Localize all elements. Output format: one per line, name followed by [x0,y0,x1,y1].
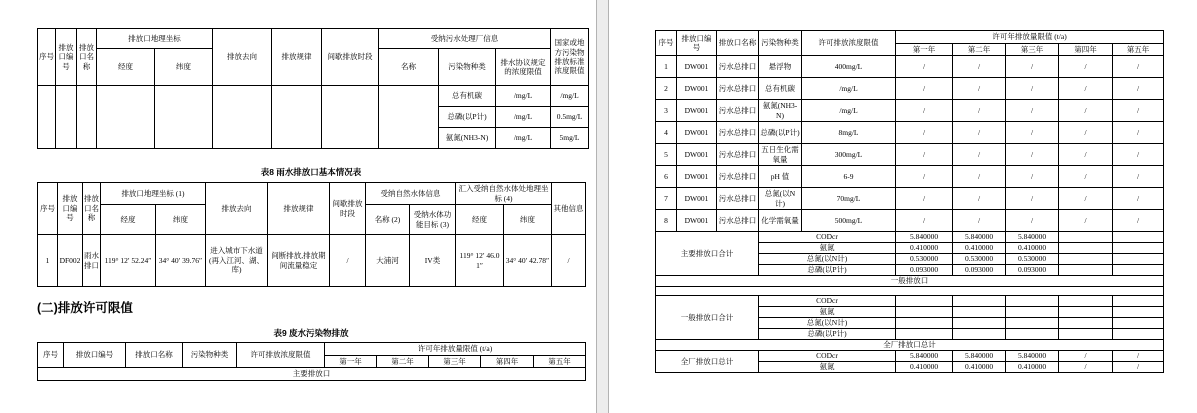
cell-pollutant: 五日生化需氧量 [759,144,802,166]
permit-data-row [656,210,1164,232]
cell-pollutant: 总磷(以P计) [439,107,496,128]
header-water-name: 名称 (2) [366,205,410,235]
main-total-pollutant: 总磷(以P计) [759,265,896,276]
cell-pollutant: 氨氮(NH3-N) [439,128,496,149]
main-total-year-5-value [1113,243,1164,254]
header-year-5: 第五年 [534,356,586,368]
cell-direction: 进入城市下水道(再入江河、湖、库) [206,235,268,287]
cell-empty-latitude [155,86,213,149]
cell-seq: 8 [656,210,677,232]
general-total-year-2-value [953,307,1006,318]
cell-outlet-no: DW001 [677,188,717,210]
cell-year-5-value: / [1113,78,1164,100]
header-outlet-name: 排放口名称 [77,29,97,86]
general-total-row [656,296,1164,307]
cell-year-4-value: / [1059,100,1113,122]
cell-conc-limit: 8mg/L [802,122,896,144]
header-water-body-info: 受纳自然水体信息 [366,183,456,205]
cell-year-2-value: / [953,78,1006,100]
main-outlet-divider: 主要排放口 [38,368,586,381]
header-water-target: 受纳水体功能目标 (3) [410,205,456,235]
cell-join-latitude: 34° 40′ 42.78″ [504,235,552,287]
table-wastewater-limits-start [37,342,586,381]
cell-year-1-value: / [896,166,953,188]
main-total-year-2-value: 5.840000 [953,232,1006,243]
header-pollutant-type: 污染物种类 [439,49,496,86]
general-total-year-4-value [1059,296,1113,307]
cell-standard-limit: 5mg/L [551,128,589,149]
cell-year-4-value: / [1059,188,1113,210]
permit-data-row [656,100,1164,122]
cell-outlet-name: 污水总排口 [717,122,759,144]
general-total-pollutant: 总磷(以P计) [759,329,896,340]
cell-year-3-value: / [1006,122,1059,144]
header-latitude: 纬度 [155,49,213,86]
page-right [609,0,1197,413]
cell-year-5-value: / [1113,188,1164,210]
cell-pollutant: pH 值 [759,166,802,188]
cell-intermittent: / [330,235,366,287]
cell-year-5-value: / [1113,56,1164,78]
general-total-year-4-value [1059,307,1113,318]
cell-other-info: / [552,235,586,287]
main-total-row [656,232,1164,243]
header-join-latitude: 纬度 [504,205,552,235]
header-pattern: 排放规律 [268,183,330,235]
header-year-3: 第三年 [429,356,481,368]
cell-seq: 1 [38,235,58,287]
cell-outlet-name: 污水总排口 [717,56,759,78]
main-total-year-4-value [1059,254,1113,265]
cell-year-5-value: / [1113,122,1164,144]
header-latitude: 纬度 [156,205,206,235]
cell-outlet-no: DW001 [677,122,717,144]
cell-year-5-value: / [1113,100,1164,122]
plant-total-pollutant: 氨氮 [759,362,896,373]
main-total-year-1-value: 5.840000 [896,232,953,243]
header-outlet-no: 排放口编号 [677,31,717,56]
header-other-info: 其他信息 [552,183,586,235]
header-year-5: 第五年 [1113,44,1164,56]
cell-empty-longitude [97,86,155,149]
cell-year-5-value: / [1113,166,1164,188]
cell-agreement-limit: /mg/L [496,107,551,128]
general-total-year-3-value [1006,329,1059,340]
plant-total-divider-label: 全厂排放口总计 [656,340,1164,351]
cell-pattern: 间断排放,排放期间流量稳定 [268,235,330,287]
main-total-year-1-value: 0.530000 [896,254,953,265]
main-total-pollutant: 氨氮 [759,243,896,254]
header-seq: 序号 [656,31,677,56]
cell-outlet-name: 污水总排口 [717,144,759,166]
cell-agreement-limit: /mg/L [496,86,551,107]
general-outlet-label: 一般排放口 [656,276,1164,287]
header-annual-limit: 许可年排放量限值 (t/a) [896,31,1164,44]
cell-year-4-value: / [1059,122,1113,144]
cell-year-1-value: / [896,122,953,144]
cell-empty-seq [38,86,56,149]
general-total-year-1-value [896,296,953,307]
cell-outlet-no: DW001 [677,166,717,188]
header-join-longitude: 经度 [456,205,504,235]
main-total-year-4-value [1059,243,1113,254]
plant-total-pollutant: CODcr [759,351,896,362]
cell-year-3-value: / [1006,144,1059,166]
cell-outlet-no: DF002 [58,235,83,287]
cell-seq: 7 [656,188,677,210]
cell-empty-direction [213,86,272,149]
cell-empty-intermittent [322,86,379,149]
header-outlet-name: 排放口名称 [126,343,183,368]
section-heading: (二)排放许可限值 [37,301,133,315]
table8-title: 表8 雨水排放口基本情况表 [260,167,362,177]
main-total-year-4-value [1059,232,1113,243]
cell-empty-outlet-no [56,86,77,149]
header-year-4: 第四年 [481,356,534,368]
cell-year-2-value: / [953,122,1006,144]
cell-pollutant: 总氮(以N计) [759,188,802,210]
cell-conc-limit: /mg/L [802,78,896,100]
general-total-year-4-value [1059,329,1113,340]
main-total-year-2-value: 0.093000 [953,265,1006,276]
main-total-pollutant: 总氮(以N计) [759,254,896,265]
cell-latitude: 34° 40′ 39.76″ [156,235,206,287]
cell-seq: 3 [656,100,677,122]
cell-standard-limit: /mg/L [551,86,589,107]
header-join-geo-coords: 汇入受纳自然水体处地理坐标 (4) [456,183,552,205]
header-longitude: 经度 [97,49,155,86]
main-total-pollutant: CODcr [759,232,896,243]
header-year-2: 第二年 [377,356,429,368]
cell-water-target: IV类 [410,235,456,287]
main-total-year-5-value [1113,254,1164,265]
cell-seq: 6 [656,166,677,188]
main-total-year-4-value [1059,265,1113,276]
cell-year-4-value: / [1059,78,1113,100]
cell-year-1-value: / [896,56,953,78]
header-direction: 排放去向 [213,29,272,86]
plant-total-year-2-value: 0.410000 [953,362,1006,373]
permit-data-row [656,144,1164,166]
cell-seq: 4 [656,122,677,144]
header-pollutant-type: 污染物种类 [183,343,237,368]
cell-year-2-value: / [953,210,1006,232]
table-rainwater-outlets [37,182,586,287]
permit-data-row [656,188,1164,210]
table-permit-limits-continued [655,30,1164,373]
plant-total-year-3-value: 0.410000 [1006,362,1059,373]
plant-total-label: 全厂排放口总计 [656,351,759,373]
main-total-year-3-value: 0.530000 [1006,254,1059,265]
cell-seq: 1 [656,56,677,78]
general-outlet-divider [656,276,1164,287]
cell-year-4-value: / [1059,144,1113,166]
table-receiving-plant-info [37,28,589,149]
main-total-year-1-value: 0.410000 [896,243,953,254]
cell-year-1-value: / [896,210,953,232]
cell-year-3-value: / [1006,78,1059,100]
general-total-year-3-value [1006,307,1059,318]
cell-standard-limit: 0.5mg/L [551,107,589,128]
general-total-year-2-value [953,318,1006,329]
cell-year-1-value: / [896,78,953,100]
plant-total-year-3-value: 5.840000 [1006,351,1059,362]
header-direction: 排放去向 [206,183,268,235]
cell-year-5-value: / [1113,210,1164,232]
cell-year-3-value: / [1006,210,1059,232]
cell-year-3-value: / [1006,56,1059,78]
cell-outlet-no: DW001 [677,78,717,100]
header-seq: 序号 [38,183,58,235]
header-intermittent-period: 间歇排放时段 [330,183,366,235]
cell-join-longitude: 119° 12′ 46.01″ [456,235,504,287]
cell-empty-outlet-name [77,86,97,149]
cell-year-2-value: / [953,56,1006,78]
general-total-pollutant: 总氮(以N计) [759,318,896,329]
header-pattern: 排放规律 [272,29,322,86]
cell-year-3-value: / [1006,166,1059,188]
plant-total-year-5-value: / [1113,362,1164,373]
general-total-pollutant: 氨氮 [759,307,896,318]
permit-data-row [656,122,1164,144]
cell-conc-limit: 6-9 [802,166,896,188]
cell-year-1-value: / [896,144,953,166]
cell-year-2-value: / [953,144,1006,166]
header-standard-limit: 国家或地方污染物排放标准浓度限值 [551,29,589,86]
cell-outlet-name: 污水总排口 [717,100,759,122]
header-year-3: 第三年 [1006,44,1059,56]
header-annual-limit: 许可年排放量限值 (t/a) [325,343,586,356]
general-total-year-3-value [1006,318,1059,329]
general-total-year-1-value [896,318,953,329]
main-total-year-5-value [1113,232,1164,243]
general-total-label: 一般排放口合计 [656,296,759,340]
cell-outlet-no: DW001 [677,100,717,122]
general-total-year-1-value [896,307,953,318]
cell-outlet-no: DW001 [677,56,717,78]
cell-year-5-value: / [1113,144,1164,166]
main-total-year-3-value: 5.840000 [1006,232,1059,243]
header-pollutant-type: 污染物种类 [759,31,802,56]
cell-outlet-no: DW001 [677,210,717,232]
general-total-year-4-value [1059,318,1113,329]
cell-year-3-value: / [1006,188,1059,210]
cell-year-2-value: / [953,188,1006,210]
header-geo-coords: 排放口地理坐标 [97,29,213,49]
cell-pollutant: 总有机碳 [759,78,802,100]
plant-total-year-4-value: / [1059,362,1113,373]
cell-outlet-no: DW001 [677,144,717,166]
header-plant-name: 名称 [379,49,439,86]
header-year-4: 第四年 [1059,44,1113,56]
permit-data-row [656,166,1164,188]
plant-total-row [656,351,1164,362]
cell-seq: 5 [656,144,677,166]
header-longitude: 经度 [101,205,156,235]
header-year-2: 第二年 [953,44,1006,56]
cell-agreement-limit: /mg/L [496,128,551,149]
permit-data-row [656,56,1164,78]
cell-year-3-value: / [1006,100,1059,122]
header-conc-limit: 许可排放浓度限值 [802,31,896,56]
table9-title: 表9 废水污染物排放 [273,328,349,338]
empty-row [656,287,1164,296]
general-total-year-5-value [1113,318,1164,329]
cell-water-name: 大浦河 [366,235,410,287]
main-total-year-5-value [1113,265,1164,276]
cell-year-1-value: / [896,188,953,210]
header-intermittent-period: 间歇排放时段 [322,29,379,86]
page-left [0,0,596,413]
cell-outlet-name: 污水总排口 [717,210,759,232]
header-outlet-no: 排放口编号 [64,343,126,368]
cell-year-4-value: / [1059,56,1113,78]
header-year-1: 第一年 [896,44,953,56]
header-seq: 序号 [38,29,56,86]
cell-outlet-name: 雨水排口 [83,235,101,287]
cell-year-4-value: / [1059,166,1113,188]
cell-year-2-value: / [953,166,1006,188]
cell-outlet-name: 污水总排口 [717,78,759,100]
plant-total-year-4-value: / [1059,351,1113,362]
plant-total-year-5-value: / [1113,351,1164,362]
cell-pollutant: 氨氮(NH3-N) [759,100,802,122]
cell-conc-limit: 500mg/L [802,210,896,232]
main-total-year-2-value: 0.410000 [953,243,1006,254]
cell-year-2-value: / [953,100,1006,122]
cell-pollutant: 悬浮物 [759,56,802,78]
main-total-label: 主要排放口合计 [656,232,759,276]
cell-year-1-value: / [896,100,953,122]
cell-empty-plant-name [379,86,439,149]
header-outlet-name: 排放口名称 [83,183,101,235]
header-geo-coords: 排放口地理坐标 (1) [101,183,206,205]
cell-pollutant: 化学需氧量 [759,210,802,232]
permit-data-row [656,78,1164,100]
cell-conc-limit: /mg/L [802,100,896,122]
general-total-year-1-value [896,329,953,340]
cell-outlet-name: 污水总排口 [717,166,759,188]
header-conc-limit: 许可排放浓度限值 [237,343,325,368]
cell-conc-limit: 300mg/L [802,144,896,166]
cell-year-4-value: / [1059,210,1113,232]
header-outlet-name: 排放口名称 [717,31,759,56]
plant-total-year-2-value: 5.840000 [953,351,1006,362]
header-plant-info: 受纳污水处理厂信息 [379,29,551,49]
cell-longitude: 119° 12′ 52.24″ [101,235,156,287]
general-total-year-5-value [1113,329,1164,340]
main-total-year-2-value: 0.530000 [953,254,1006,265]
general-total-year-2-value [953,296,1006,307]
page-gutter [596,0,609,413]
plant-total-divider [656,340,1164,351]
cell-conc-limit: 400mg/L [802,56,896,78]
general-total-year-5-value [1113,307,1164,318]
cell-pollutant: 总有机碳 [439,86,496,107]
main-total-year-3-value: 0.093000 [1006,265,1059,276]
header-agreement-limit: 排水协议规定的浓度限值 [496,49,551,86]
cell-outlet-name: 污水总排口 [717,188,759,210]
empty-cell [656,287,1164,296]
main-total-year-3-value: 0.410000 [1006,243,1059,254]
main-total-year-1-value: 0.093000 [896,265,953,276]
general-total-pollutant: CODcr [759,296,896,307]
general-total-year-2-value [953,329,1006,340]
general-total-year-3-value [1006,296,1059,307]
general-total-year-5-value [1113,296,1164,307]
cell-empty-pattern [272,86,322,149]
plant-total-year-1-value: 0.410000 [896,362,953,373]
header-seq: 序号 [38,343,64,368]
header-year-1: 第一年 [325,356,377,368]
header-outlet-no: 排放口编号 [58,183,83,235]
plant-total-year-1-value: 5.840000 [896,351,953,362]
cell-conc-limit: 70mg/L [802,188,896,210]
cell-seq: 2 [656,78,677,100]
header-outlet-no: 排放口编号 [56,29,77,86]
cell-pollutant: 总磷(以P计) [759,122,802,144]
